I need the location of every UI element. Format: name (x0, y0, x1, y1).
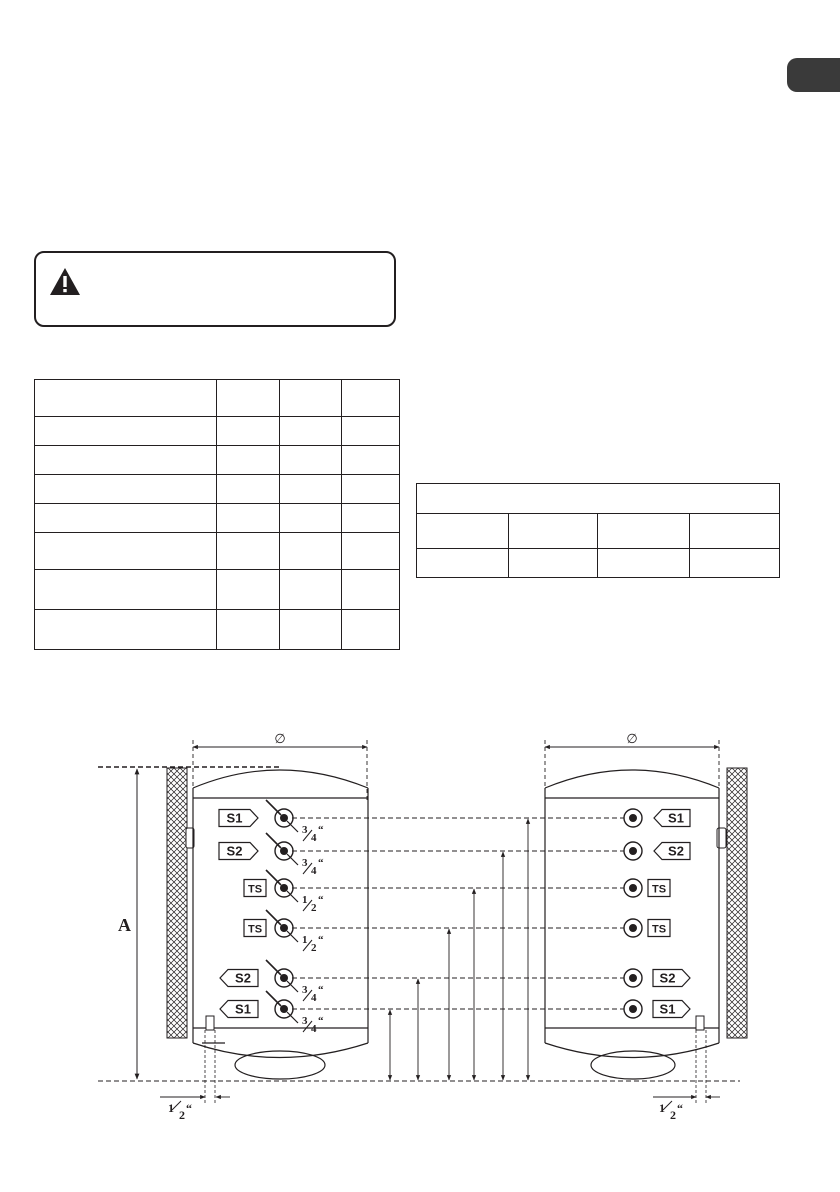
warning-box (34, 251, 396, 327)
svg-text:“: “ (677, 1101, 683, 1115)
table-cell (342, 504, 400, 533)
table-cell (217, 475, 280, 504)
port-size-inch: “ (318, 1015, 324, 1027)
language-tab-marker (787, 58, 840, 92)
port-size-inch: “ (318, 934, 324, 946)
height-label-a: A (118, 915, 131, 935)
svg-text:1: 1 (168, 1101, 174, 1115)
table-cell (508, 514, 598, 549)
svg-text:2: 2 (179, 1108, 185, 1122)
connection-diagram (0, 720, 840, 1140)
svg-text:1: 1 (659, 1101, 665, 1115)
port-tag-left-label: TS (247, 923, 263, 936)
wall-bracket-right (717, 828, 726, 848)
port-connector-dot (280, 814, 288, 822)
port-tag-right-label: S1 (668, 810, 684, 826)
table-cell (342, 610, 400, 650)
table-cell (417, 514, 509, 549)
table-cell (690, 549, 780, 578)
port-connector-dot (280, 924, 288, 932)
port-tag-right-label: S2 (659, 970, 676, 986)
port-tag-left-label: S2 (235, 970, 251, 986)
port-tag-right-label: TS (651, 923, 667, 936)
warning-triangle-icon (49, 267, 81, 297)
table-cell (35, 380, 217, 417)
drain-valve-left (206, 1016, 214, 1030)
port-pointer-line (266, 991, 281, 1006)
port-size-den: 4 (311, 832, 317, 844)
port-size-inch: “ (318, 824, 324, 836)
table-cell (342, 417, 400, 446)
port-pointer-line (266, 833, 281, 848)
port-connector-dot (280, 974, 288, 982)
wall-left (167, 768, 187, 1038)
port-connector-dot (280, 884, 288, 892)
table-cell (217, 446, 280, 475)
port-tag-right-label: S1 (659, 1001, 676, 1017)
port-pointer-line (266, 960, 281, 975)
svg-text:“: “ (186, 1101, 192, 1115)
table-cell (342, 380, 400, 417)
table-cell (217, 380, 280, 417)
table-cell (35, 533, 217, 570)
drain-valve-right (696, 1016, 704, 1030)
port-size-num: 3 (302, 984, 308, 996)
port-size-inch: “ (318, 984, 324, 996)
table-cell (280, 570, 342, 610)
spec-table-left (34, 379, 400, 650)
table-cell (280, 504, 342, 533)
port-size-num: 3 (302, 857, 308, 869)
wall-right (727, 768, 747, 1038)
port-connector-dot (280, 1005, 288, 1013)
port-tag-left-label: S2 (226, 843, 243, 859)
drain-size-right (659, 1101, 683, 1122)
port-size-num: 1 (302, 894, 308, 906)
port-tag-left-label: S1 (226, 810, 243, 826)
table-cell (280, 610, 342, 650)
table-cell (280, 446, 342, 475)
table-cell (35, 504, 217, 533)
table-cell (342, 570, 400, 610)
table-cell (35, 570, 217, 610)
table-cell (342, 475, 400, 504)
port-size-num: 1 (302, 934, 308, 946)
table-cell (280, 380, 342, 417)
port-size-den: 4 (311, 1023, 317, 1035)
table-cell (342, 533, 400, 570)
port-connector-dot (629, 924, 637, 932)
port-size-den: 4 (311, 992, 317, 1004)
diameter-symbol-right: ∅ (626, 731, 638, 746)
port-connector-dot (629, 814, 637, 822)
table-cell (35, 610, 217, 650)
port-size-den: 2 (311, 902, 317, 914)
port-size-inch: “ (318, 857, 324, 869)
table-cell (217, 570, 280, 610)
table-cell (217, 417, 280, 446)
port-tag-right-label: TS (651, 883, 667, 896)
port-tag-left-label: S1 (235, 1001, 251, 1017)
table-cell (35, 446, 217, 475)
table-cell (217, 504, 280, 533)
table-cell (35, 417, 217, 446)
table-cell (598, 549, 690, 578)
port-connector-dot (280, 847, 288, 855)
table-cell (280, 533, 342, 570)
port-pointer-line (266, 800, 281, 815)
table-cell (508, 549, 598, 578)
table-cell (342, 446, 400, 475)
port-tag-left-label: TS (247, 883, 263, 896)
port-connector-dot (629, 884, 637, 892)
diameter-symbol-left: ∅ (274, 731, 286, 746)
port-connector-dot (629, 974, 637, 982)
spec-table-right (416, 483, 780, 578)
table-cell (690, 514, 780, 549)
port-connector-dot (629, 1005, 637, 1013)
table-cell (217, 533, 280, 570)
port-pointer-line (266, 910, 281, 925)
port-size-num: 3 (302, 1015, 308, 1027)
table-cell (35, 475, 217, 504)
port-connector-dot (629, 847, 637, 855)
table-cell (217, 610, 280, 650)
port-size-den: 4 (311, 865, 317, 877)
table-cell (598, 514, 690, 549)
table-cell (280, 475, 342, 504)
table-header-cell (417, 484, 780, 514)
svg-text:2: 2 (670, 1108, 676, 1122)
port-size-den: 2 (311, 942, 317, 954)
port-pointer-line (266, 870, 281, 885)
port-size-num: 3 (302, 824, 308, 836)
table-cell (280, 417, 342, 446)
port-size-inch: “ (318, 894, 324, 906)
port-tag-right-label: S2 (668, 843, 684, 859)
table-cell (417, 549, 509, 578)
drain-size-left (168, 1101, 192, 1122)
